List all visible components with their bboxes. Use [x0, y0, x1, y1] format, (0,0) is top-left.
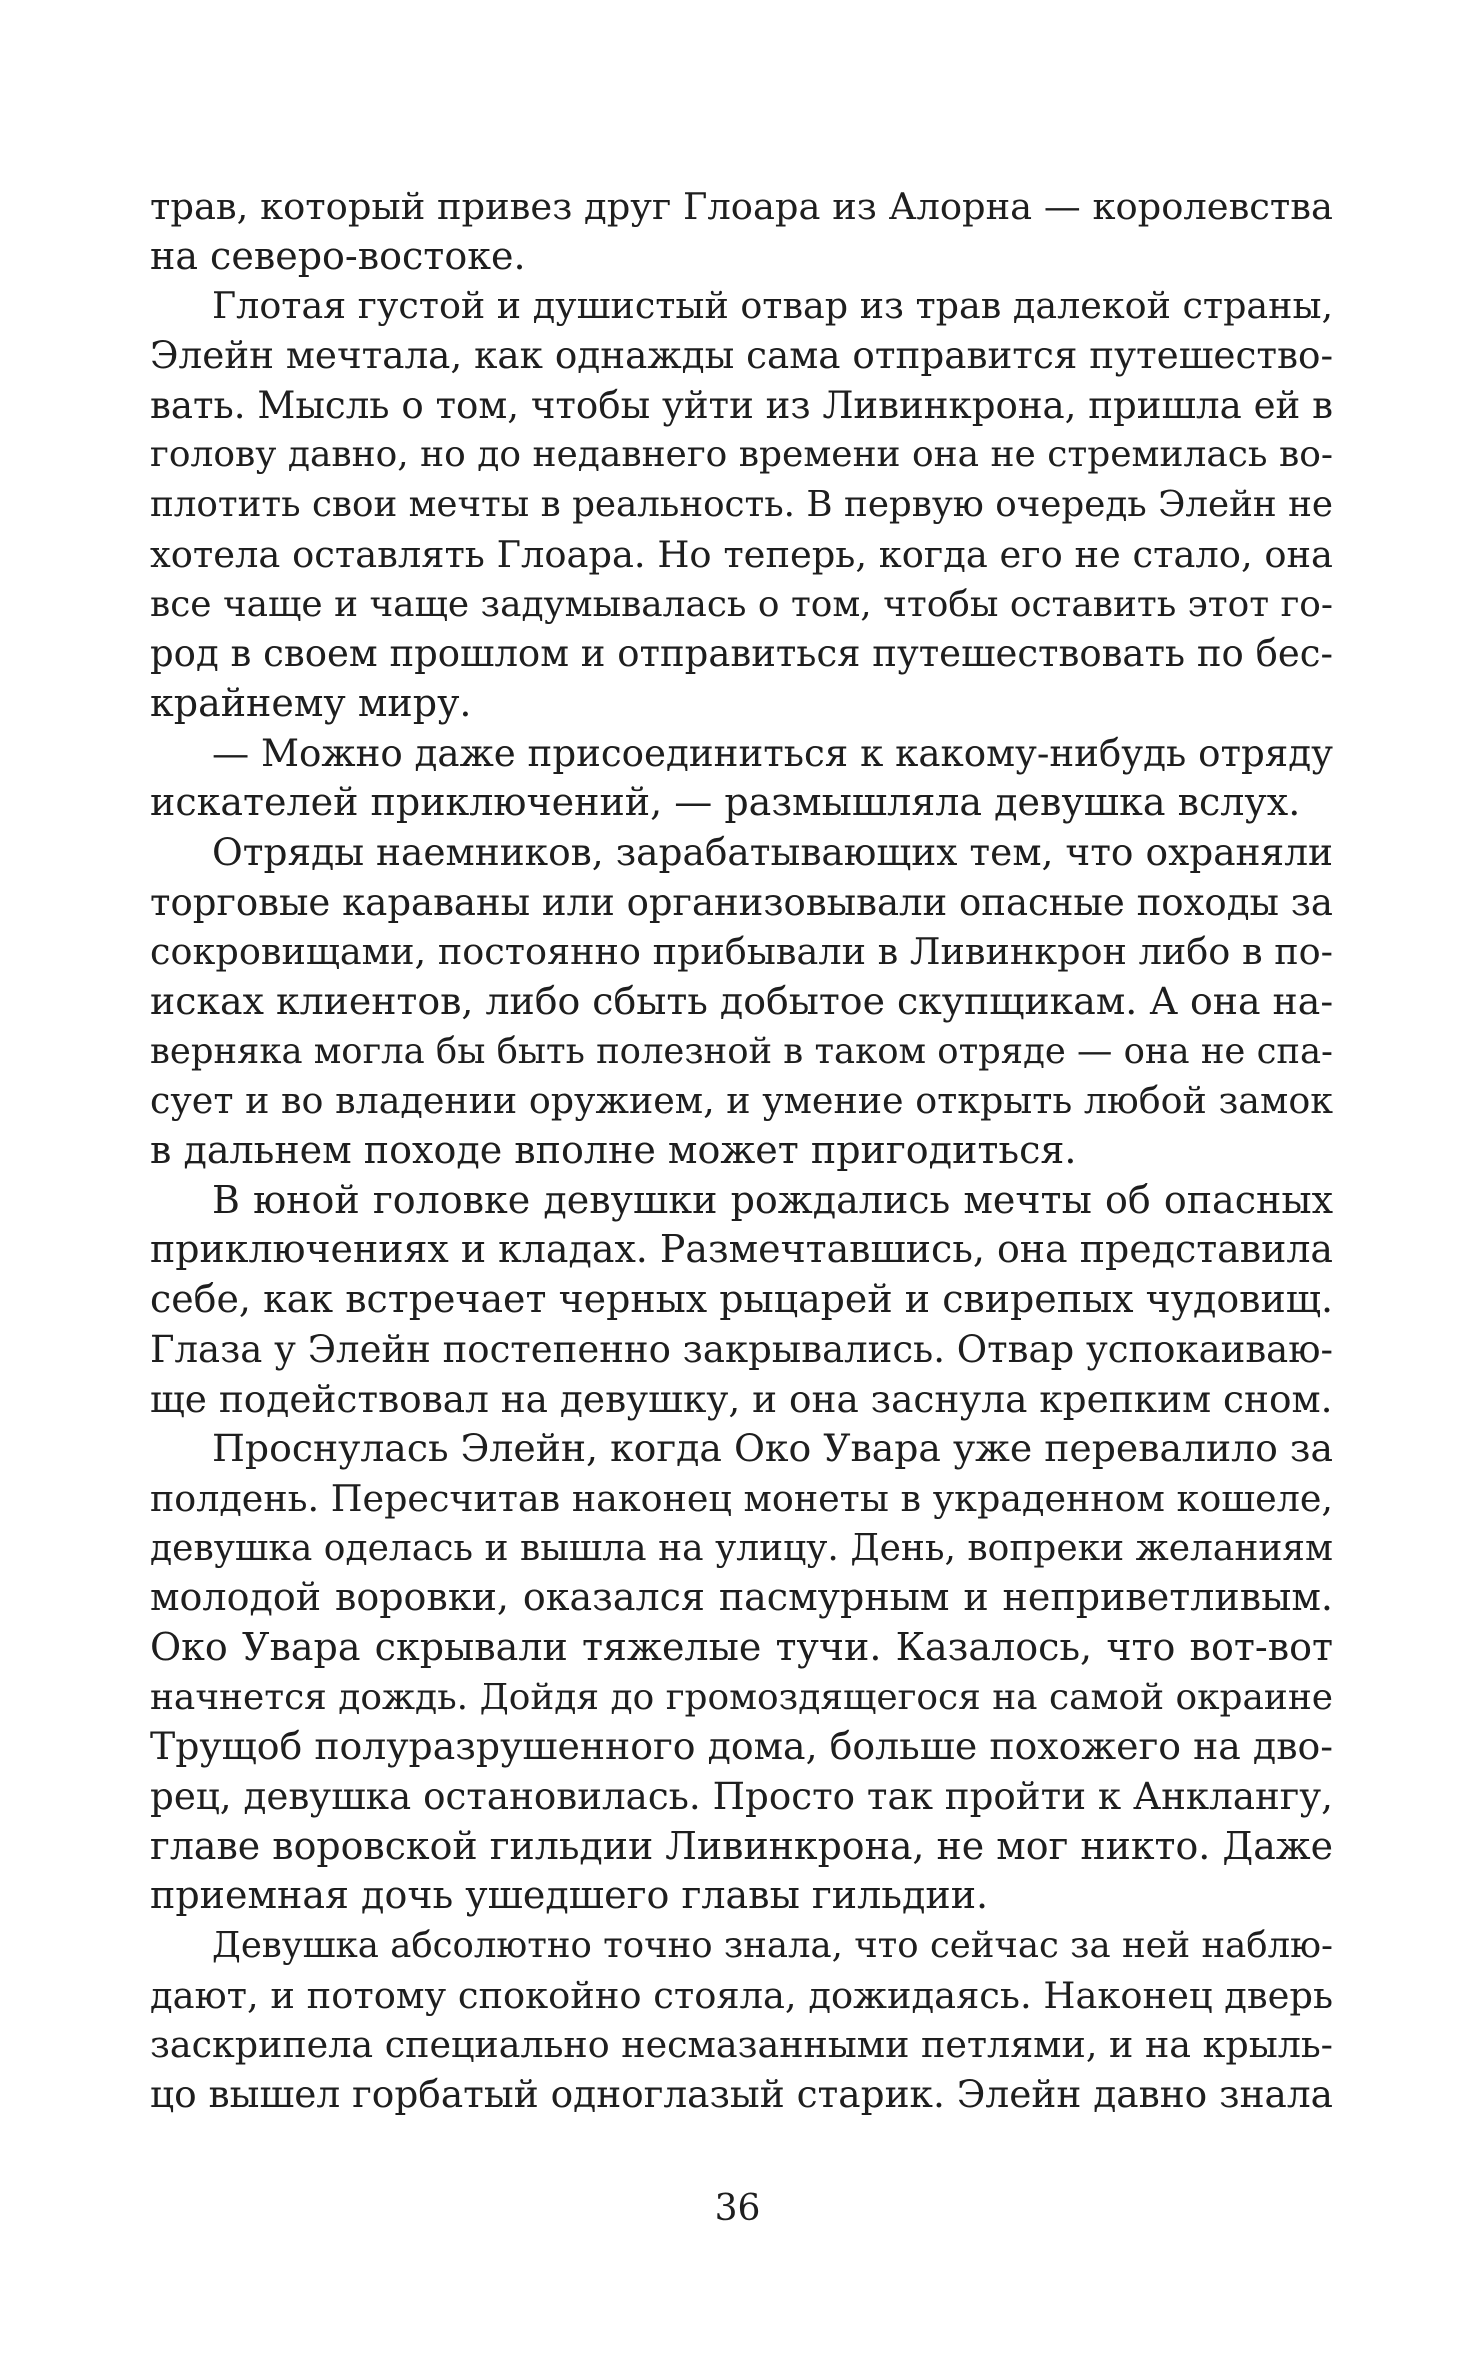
text-line: сует и во владении оружием, и умение открыть любой замок: [150, 1079, 1333, 1123]
text-line: торговые караваны или организовывали опасные походы за: [150, 880, 1333, 924]
text-line: трав, который привез друг Глоара из Алорна — королевства: [150, 185, 1333, 228]
text-line: приключениях и кладах. Размечтавшись, она представила: [150, 1227, 1333, 1272]
text-line: искателей приключений, — размышляла девушка вслух.: [150, 780, 1301, 825]
paragraph: [150, 1424, 1333, 1921]
text-line: хотела оставлять Глоара. Но теперь, когда его не стало, она: [150, 532, 1333, 576]
text-line: сокровищами, постоянно прибывали в Ливинкрон либо в по-: [150, 930, 1333, 974]
text-line: вать. Мысль о том, чтобы уйти из Ливинкрона, пришла ей в: [150, 383, 1333, 427]
text-line: плотить свои мечты в реальность. В первую очередь Элейн не: [150, 484, 1333, 526]
text-line: исках клиентов, либо сбыть добытое скупщикам. А она на-: [150, 979, 1334, 1023]
text-line: Трущоб полуразрушенного дома, больше похожего на дво-: [150, 1724, 1333, 1769]
text-line: верняка могла бы быть полезной в таком отряде — она не спа-: [150, 1030, 1333, 1072]
text-line: главе воровской гильдии Ливинкрона, не мог никто. Даже: [150, 1823, 1333, 1868]
text-line: рец, девушка остановилась. Просто так пройти к Анклангу,: [150, 1774, 1333, 1818]
text-line: Око Увара скрывали тяжелые тучи. Казалось, что вот-вот: [150, 1624, 1333, 1669]
text-line: Отряды наемников, зарабатывающих тем, что охраняли: [212, 829, 1333, 874]
text-line: — Можно даже присоединиться к какому-нибудь отряду: [212, 730, 1333, 775]
text-line: себе, как встречает черных рыцарей и свирепых чудовищ.: [150, 1277, 1333, 1322]
text-line: все чаще и чаще задумывалась о том, чтобы оставить этот го-: [150, 583, 1333, 625]
text-line: приемная дочь ушедшего главы гильдии.: [150, 1873, 989, 1918]
paragraph: [150, 281, 1333, 728]
text-line: цо вышел горбатый одноглазый старик. Элейн давно знала: [150, 2072, 1333, 2117]
paragraph: [150, 1176, 1333, 1424]
text-line: Глаза у Элейн постепенно закрывались. Отвар успокаиваю-: [150, 1327, 1333, 1371]
text-line: крайнему миру.: [150, 680, 472, 725]
paragraph: [150, 828, 1333, 1176]
text-line: род в своем прошлом и отправиться путешествовать по бес-: [150, 632, 1333, 676]
text-line: полдень. Пересчитав наконец монеты в украденном кошеле,: [150, 1476, 1333, 1520]
text-line: Проснулась Элейн, когда Око Увара уже перевалило за: [212, 1426, 1333, 1471]
text-line: молодой воровки, оказался пасмурным и неприветливым.: [150, 1575, 1333, 1620]
text-line: заскрипела специально несмазанными петлями, и на крыль-: [150, 2023, 1333, 2067]
text-line: Глотая густой и душистый отвар из трав далекой страны,: [212, 284, 1334, 328]
text-line: ще подействовал на девушку, и она заснула крепким сном.: [150, 1376, 1333, 1421]
text-line: на северо-востоке.: [150, 233, 526, 278]
text-line: Девушка абсолютно точно знала, что сейчас за ней наблю-: [212, 1925, 1333, 1967]
text-line: начнется дождь. Дойдя до громоздящегося на самой окраине: [150, 1676, 1333, 1718]
paragraph: [150, 729, 1333, 828]
page-number: 36: [714, 2188, 761, 2229]
text-line: дают, и потому спокойно стояла, дожидаясь. Наконец дверь: [150, 1973, 1333, 2017]
paragraph: [150, 182, 1333, 281]
text-line: Элейн мечтала, как однажды сама отправится путешество-: [150, 333, 1334, 378]
text-line: в дальнем походе вполне может пригодиться.: [150, 1128, 1077, 1173]
text-line: голову давно, но до недавнего времени она не стремилась во-: [150, 434, 1333, 476]
text-line: девушка оделась и вышла на улицу. День, вопреки желаниям: [150, 1527, 1333, 1569]
paragraph: [150, 1921, 1333, 2120]
book-page-text: [150, 182, 1333, 2120]
text-line: В юной головке девушки рождались мечты об опасных: [212, 1177, 1333, 1222]
